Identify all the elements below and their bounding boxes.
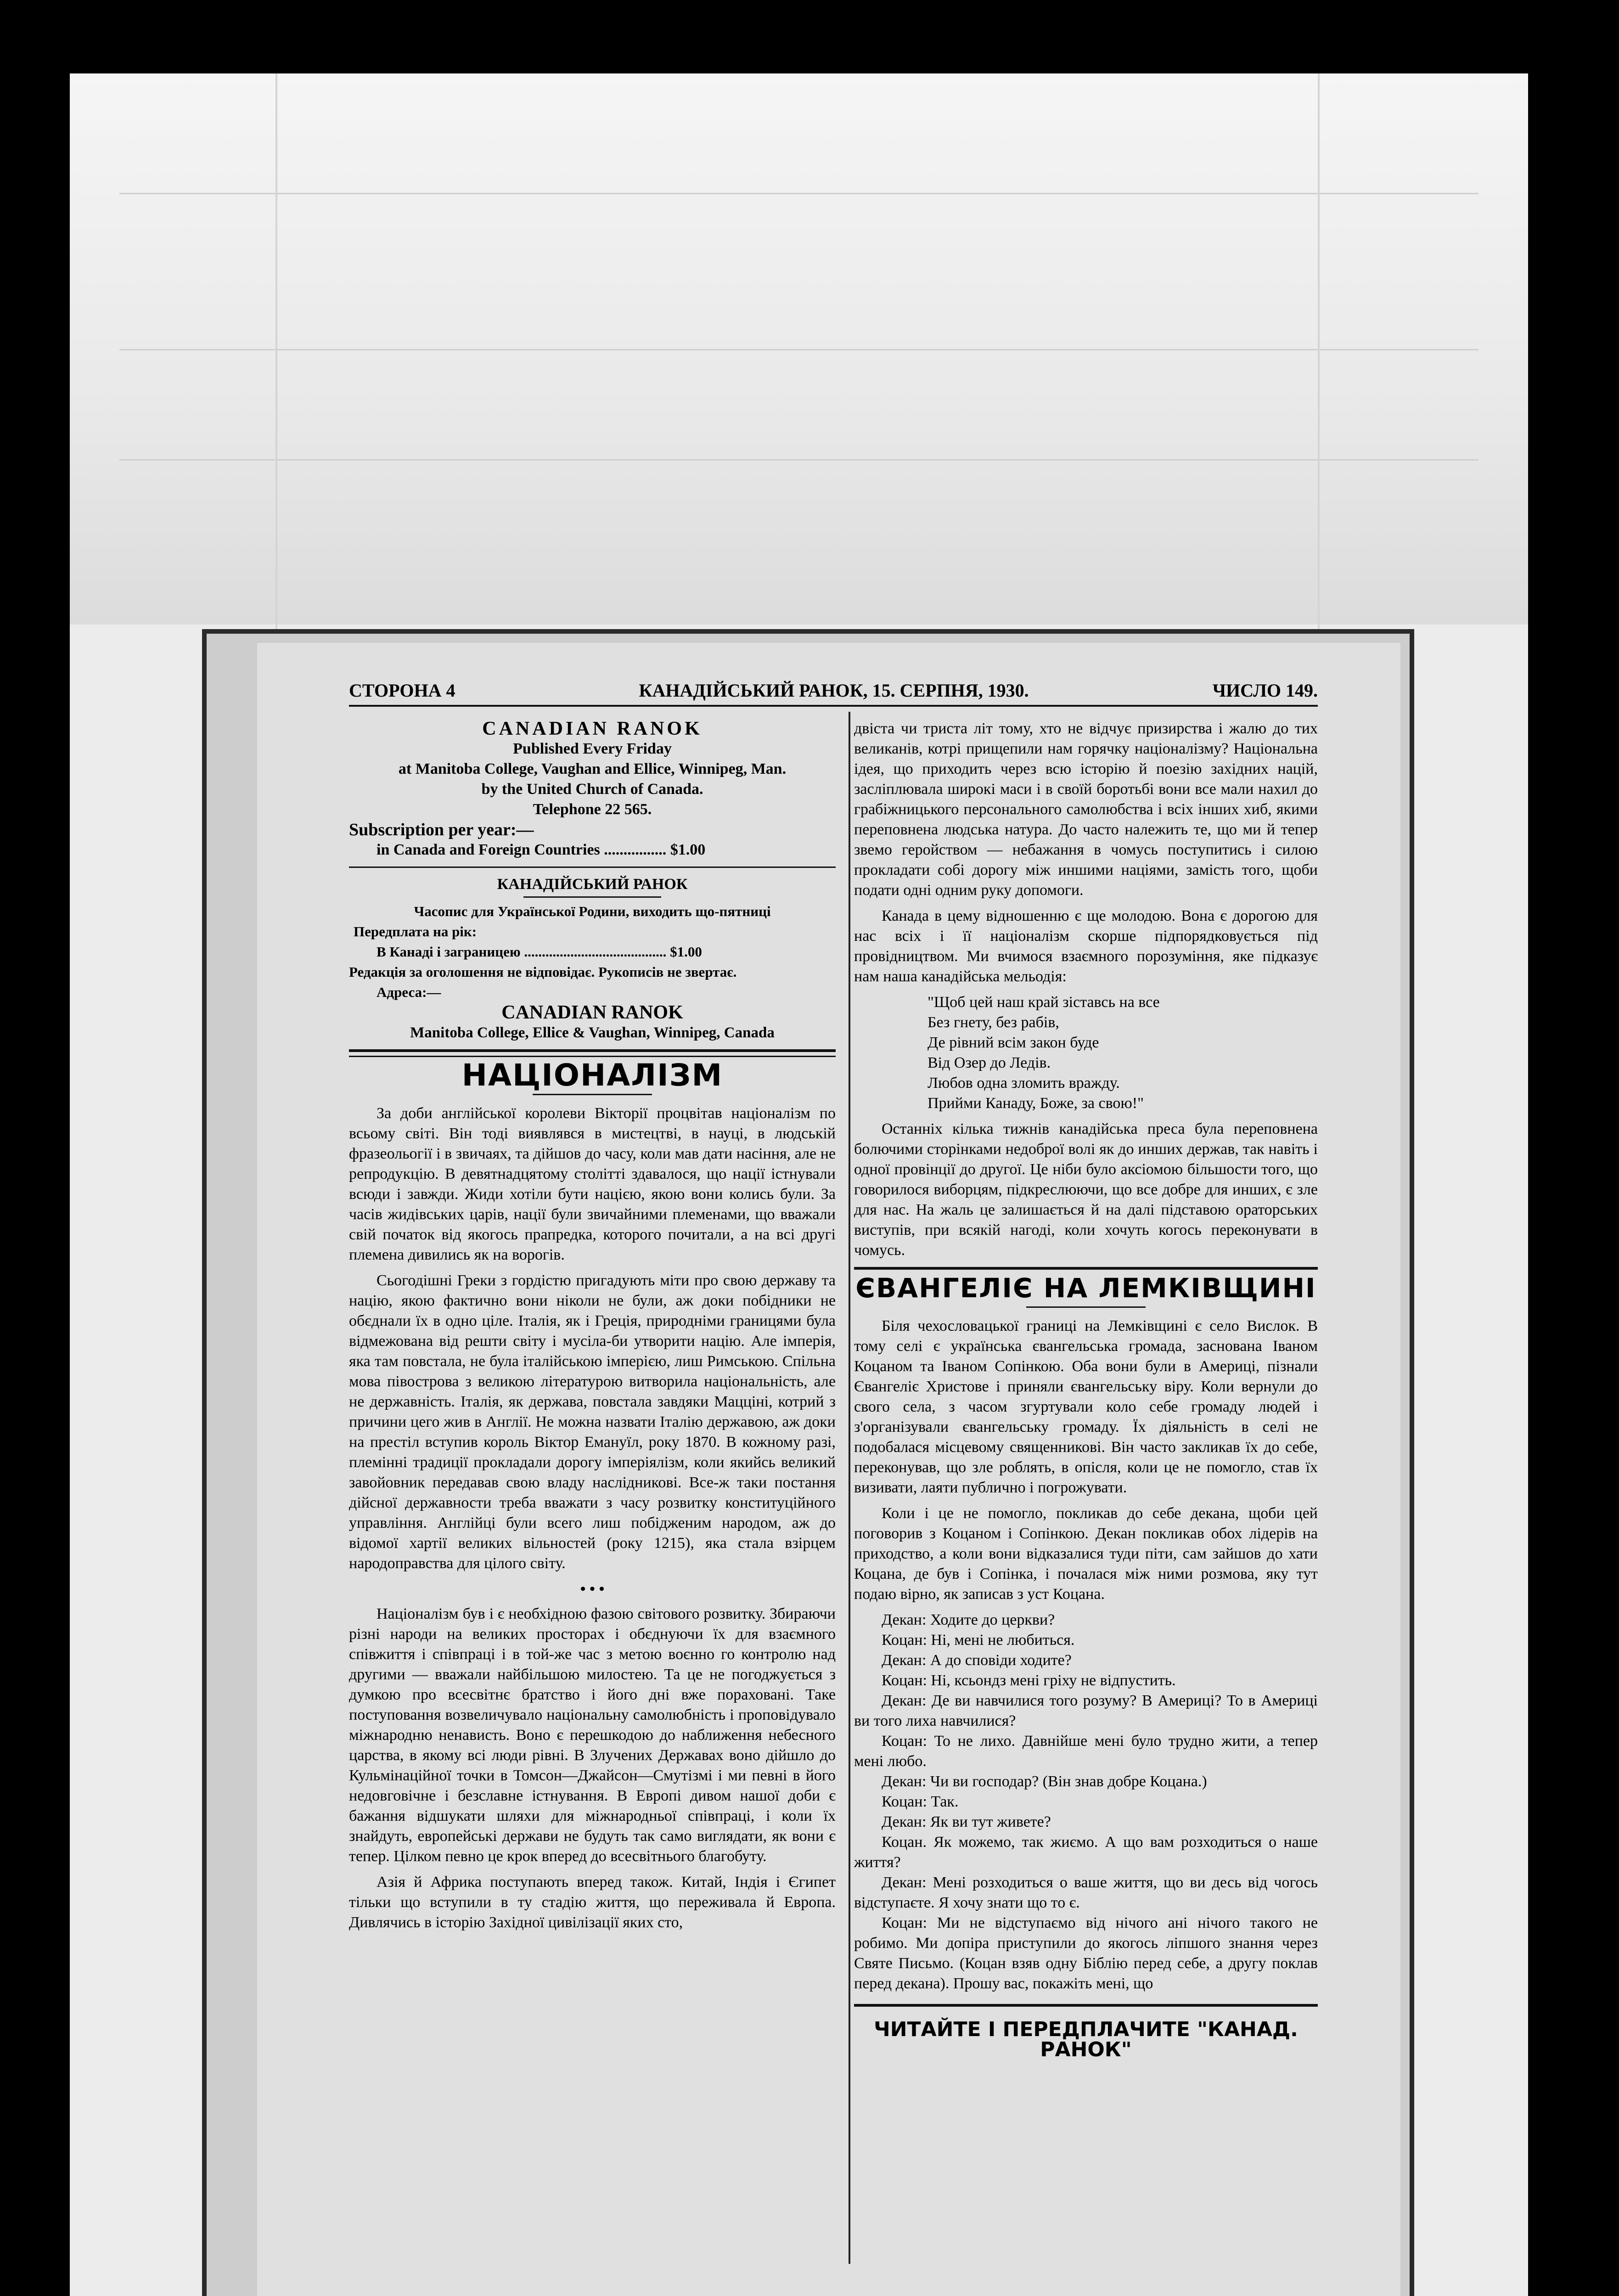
masthead-ua-line3: В Канаді і заграницею ........................................ $1.00 bbox=[377, 944, 702, 960]
masthead-ua-line2: Передплата на рік: bbox=[354, 923, 477, 940]
anthem-verse bbox=[854, 992, 1318, 1114]
masthead-date: КАНАДІЙСЬКИЙ РАНОК, 15. СЕРПНЯ, 1930. bbox=[639, 680, 1029, 701]
subscription-label: Subscription per year:— bbox=[349, 820, 534, 839]
article-title-gospel: ЄВАНГЕЛІЄ НА ЛЕМКІВЩИНІ bbox=[855, 1272, 1316, 1304]
masthead-en-line3: by the United Church of Canada. bbox=[481, 781, 703, 798]
article-paragraph: Біля чехословацької границі на Лемківщині є село Вислок. В тому селі є українська євангельська громада, заснована Іваном Коцаном та Іваном Сопінкою. Оба вони були в Америці, пізнали Євангеліє Христове і приняли євангельську віру. Коли вернули до свого села, з часом згуртували коло себе громаду людей і з'організували євангельську громаду. Їх діяльність в селі не подобалася місцевому священникові. Він часто закликав їх до себе, переконував, що зле роблять, в опісля, коли це не помогло, став їх визивати, лаяти публично і погрожувати. bbox=[854, 1317, 1318, 1496]
masthead-en-title: CANADIAN RANOK bbox=[482, 718, 703, 739]
verse-line: Де рівний всім закон буде bbox=[928, 1034, 1099, 1051]
board-line bbox=[119, 193, 1478, 194]
board-line bbox=[119, 459, 1478, 461]
article-paragraph: Канада в цему відношенню є ще молодою. Вона є дорогою для нас всіх і її націоналізм скорше підпорядковується під провідництвом. Ми вчимося взаємного порозуміння, яке підказує нам наша канадійська мельодія: bbox=[854, 907, 1318, 985]
dialogue-line: Декан: Мені розходиться о ваше життя, що ви десь від чогось відступаєте. Я хочу знати що то є. bbox=[854, 1874, 1318, 1911]
dialogue-line: Декан: А до сповіди ходите? bbox=[882, 1652, 1072, 1669]
masthead-en-telephone: Telephone 22 565. bbox=[533, 801, 652, 818]
title-underline bbox=[533, 1094, 652, 1095]
subscription-line: in Canada and Foreign Countries ................ $1.00 bbox=[377, 841, 706, 858]
article-paragraph: Коли і це не помогло, покликав до себе декана, щоби цей поговорив з Коцаном і Сопінкою. Декан покликав обох лідерів на приходство, а коли вони відказалися туди піти, сам зайшов до хати Коцана, де був і Сопінка, і почалася між ними розмова, яку тут подаю вірно, як записав з уст Коцана. bbox=[854, 1505, 1318, 1603]
article-paragraph: Азія й Африка поступають вперед також. Китай, Індія і Єгипет тільки що вступили в ту стадію життя, що переживала й Европа. Дивлячись в історію Західної цивілізації яких сто, bbox=[349, 1874, 836, 1931]
article-title-nationalism: НАЦІОНАЛІЗМ bbox=[461, 1058, 723, 1093]
article-paragraph: Сьогодішні Греки з гордістю пригадують міти про свою державу та націю, якою фактично вони ніколи не були, аж доки побідники не обєднали їх в одно ціле. Італія, як і Греція, природніми границями була відмежована від решти світу і мусіла-би утворити націю. Але імперія, яка там повстала, не була італійською імперією, лиш Римською. Спільна мова півострова з великою літературою витворила національність, але не державність. Італія, як держава, повстала завдяки Мацціні, котрий з причини цего жив в Англії. Не можна назвати Італію державою, аж доки на престіл вступив король Віктор Емануїл, року 1870. В кожному разі, племінні традиції прокладали дорогу імперіялізм, коли якийсь великий завойовник передавав свою владу наслідникові. Все-ж таки постання дійсної державности треба вважати з часу розвитку конституційного управління. Англійці були всего лиш побідженим народом, аж до відомої хартії великих вільностей (року 1215), яка стала взірцем народоправства для цілого світу. bbox=[349, 1272, 836, 1572]
masthead-ua-line1: Часопис для Української Родини, виходить що-пятниці bbox=[414, 903, 771, 919]
dialogue-line: Декан: Де ви навчилися того розуму? В Америці? То в Америці ви того лиха навчилися? bbox=[854, 1692, 1318, 1729]
dialogue-line: Декан: Ходите до церкви? bbox=[882, 1611, 1055, 1628]
dialogue-line: Коцан: Ні, мені не любиться. bbox=[882, 1632, 1075, 1649]
article-separator-thin bbox=[349, 1056, 836, 1057]
verse-line: "Щоб цей наш край зіставсь на все bbox=[928, 994, 1160, 1011]
left-column bbox=[349, 719, 836, 1938]
page-header bbox=[349, 680, 1318, 701]
board-line bbox=[119, 349, 1478, 350]
dialogue-line: Коцан: Ні, ксьондз мені гріху не відпустить. bbox=[882, 1672, 1176, 1689]
issue-number: ЧИСЛО 149. bbox=[1212, 680, 1318, 701]
verse-line: Прийми Канаду, Боже, за свою!" bbox=[928, 1095, 1144, 1112]
article-separator bbox=[349, 1049, 836, 1052]
masthead-address-title: CANADIAN RANOK bbox=[501, 1002, 683, 1023]
verse-line: Від Озер до Ледів. bbox=[928, 1054, 1051, 1071]
masthead-en-line1: Published Every Friday bbox=[513, 740, 672, 757]
article-paragraph: За доби англійської королеви Вікторії процвітав націоналізм по всьому світі. Він тоді виявлявся в мистецтві, в науці, в людській фразеольогії і в звичаях, та дійшов до часу, коли мав дати насіння, але не репродукцію. В девятнадцятому столітті здавалося, що нації істнували всюди і завжди. Жиди хотіли бути нацією, якою вони колись були. За часів жидівських царів, нації були звичайними племенами, що вважали свій початок від якогось прапредка, которого почитали, а на всі другі племена дивились як на ворогів. bbox=[349, 1105, 836, 1263]
verse-line: Любов одна зломить вражду. bbox=[928, 1075, 1120, 1092]
masthead-ua-underline bbox=[523, 896, 661, 898]
masthead-separator bbox=[349, 867, 836, 868]
masthead-ua-line4: Редакція за оголошення не відповідає. Рукописів не звертає. bbox=[349, 964, 737, 980]
masthead-en-line2: at Manitoba College, Vaughan and Ellice, Winnipeg, Man. bbox=[398, 760, 787, 777]
article-separator bbox=[854, 1267, 1318, 1270]
masthead-address-label: Адреса:— bbox=[377, 984, 441, 1000]
promo-top-rule bbox=[854, 2004, 1318, 2007]
column-divider bbox=[849, 712, 850, 2264]
article-paragraph: Націоналізм був і є необхідною фазою світового розвитку. Збираючи різні народи на великих просторах і обєднуючи їх для взаємного співжиття і співпраці і в той-же час з метою воєнно го контролю над другими — вважали найбільшою милостею. Та це не погоджується з думкою про всесвітнє братство і його дні вже пораховані. Таке поступовання возвеличувало національну самолюбність і проповідувало міжнародню ненависть. Воно є перешкодою до наближення небесного царства, в якому всі люди рівні. В Злучених Державах воно дійшло до Кульмінаційної точки в Томсон—Джайсон—Смутізмі і ми певні в його недовговічне і безславне істнування. В Европі дивом нашої доби є бажання відшукати шляхи для міжнародньої співпраці, і коли їх знайдуть, европейські держави не будуть так само виглядати, як вони є тепер. Цілком певно це крок вперед до всесвітнього благобуту. bbox=[349, 1605, 836, 1865]
promo-banner: ЧИТАЙТЕ І ПЕРЕДПЛАЧИТЕ "КАНАД. РАНОК" bbox=[874, 2018, 1298, 2061]
dialogue-line: Декан: Чи ви господар? (Він знав добре Коцана.) bbox=[882, 1773, 1207, 1790]
article-paragraph: Останніх кілька тижнів канадійська преса була переповнена болючими сторінками недоброї волі як до инших держав, так навіть і одної провінції до другої. Це ніби було аксіомою більшости того, що говорилося виборцям, підкреслюючи, що все добре для инших, є зле для нас. На жаль це залишається й на далі підставою ораторських виступів, при всякій нагоді, коли хочуть когось переконувати в чомусь. bbox=[854, 1120, 1318, 1259]
masthead-ua-title: КАНАДІЙСЬКИЙ РАНОК bbox=[497, 876, 688, 893]
masthead-address-line: Manitoba College, Ellice & Vaughan, Winnipeg, Canada bbox=[410, 1024, 775, 1041]
article-continuation: двіста чи триста літ тому, хто не відчує призирства і жалю до тих великанів, котрі прищепили нам горячку націоналізму? Національна ідея, що приходить через всю історію й поезію західних націй, засліплювала широкі маси і в своїй боротьбі вони все мали нахил до грабіжницького персонального самолюбства і всіх інших хиб, якими переповнена людська натура. До часто належить те, що ми й тепер звемо геройством — небажання в чомусь поступитись і силою прокладати собі дорогу між иншими націями, замість того, щоби подати одні одним руку допомоги. bbox=[854, 720, 1318, 899]
dialogue-line: Коцан. Як можемо, так жиємо. А що вам розходиться о наше життя? bbox=[854, 1834, 1318, 1871]
dialogue-line: Коцан: Ми не відступаємо від нічого ані нічого такого не робимо. Ми допіра приступили до якогось ліпшого знання через Святе Письмо. (Коцан взяв одну Біблію перед себе, а другу поклав перед декана). Прошу вас, покажіть мені, що bbox=[854, 1914, 1318, 1992]
title-underline bbox=[1026, 1306, 1146, 1308]
header-rule bbox=[349, 705, 1318, 707]
page-number: СТОРОНА 4 bbox=[349, 680, 455, 701]
right-column bbox=[854, 719, 1318, 2066]
page-content bbox=[257, 643, 1400, 2296]
dialogue-line: Декан: Як ви тут живете? bbox=[882, 1813, 1051, 1830]
dialogue-line: Коцан: То не лихо. Давнійше мені було трудно жити, а тепер мені любо. bbox=[854, 1733, 1318, 1770]
dialogue-line: Коцан: Так. bbox=[882, 1793, 959, 1810]
paragraph-separator: • • • bbox=[580, 1581, 605, 1598]
verse-line: Без гнету, без рабів, bbox=[928, 1014, 1059, 1031]
